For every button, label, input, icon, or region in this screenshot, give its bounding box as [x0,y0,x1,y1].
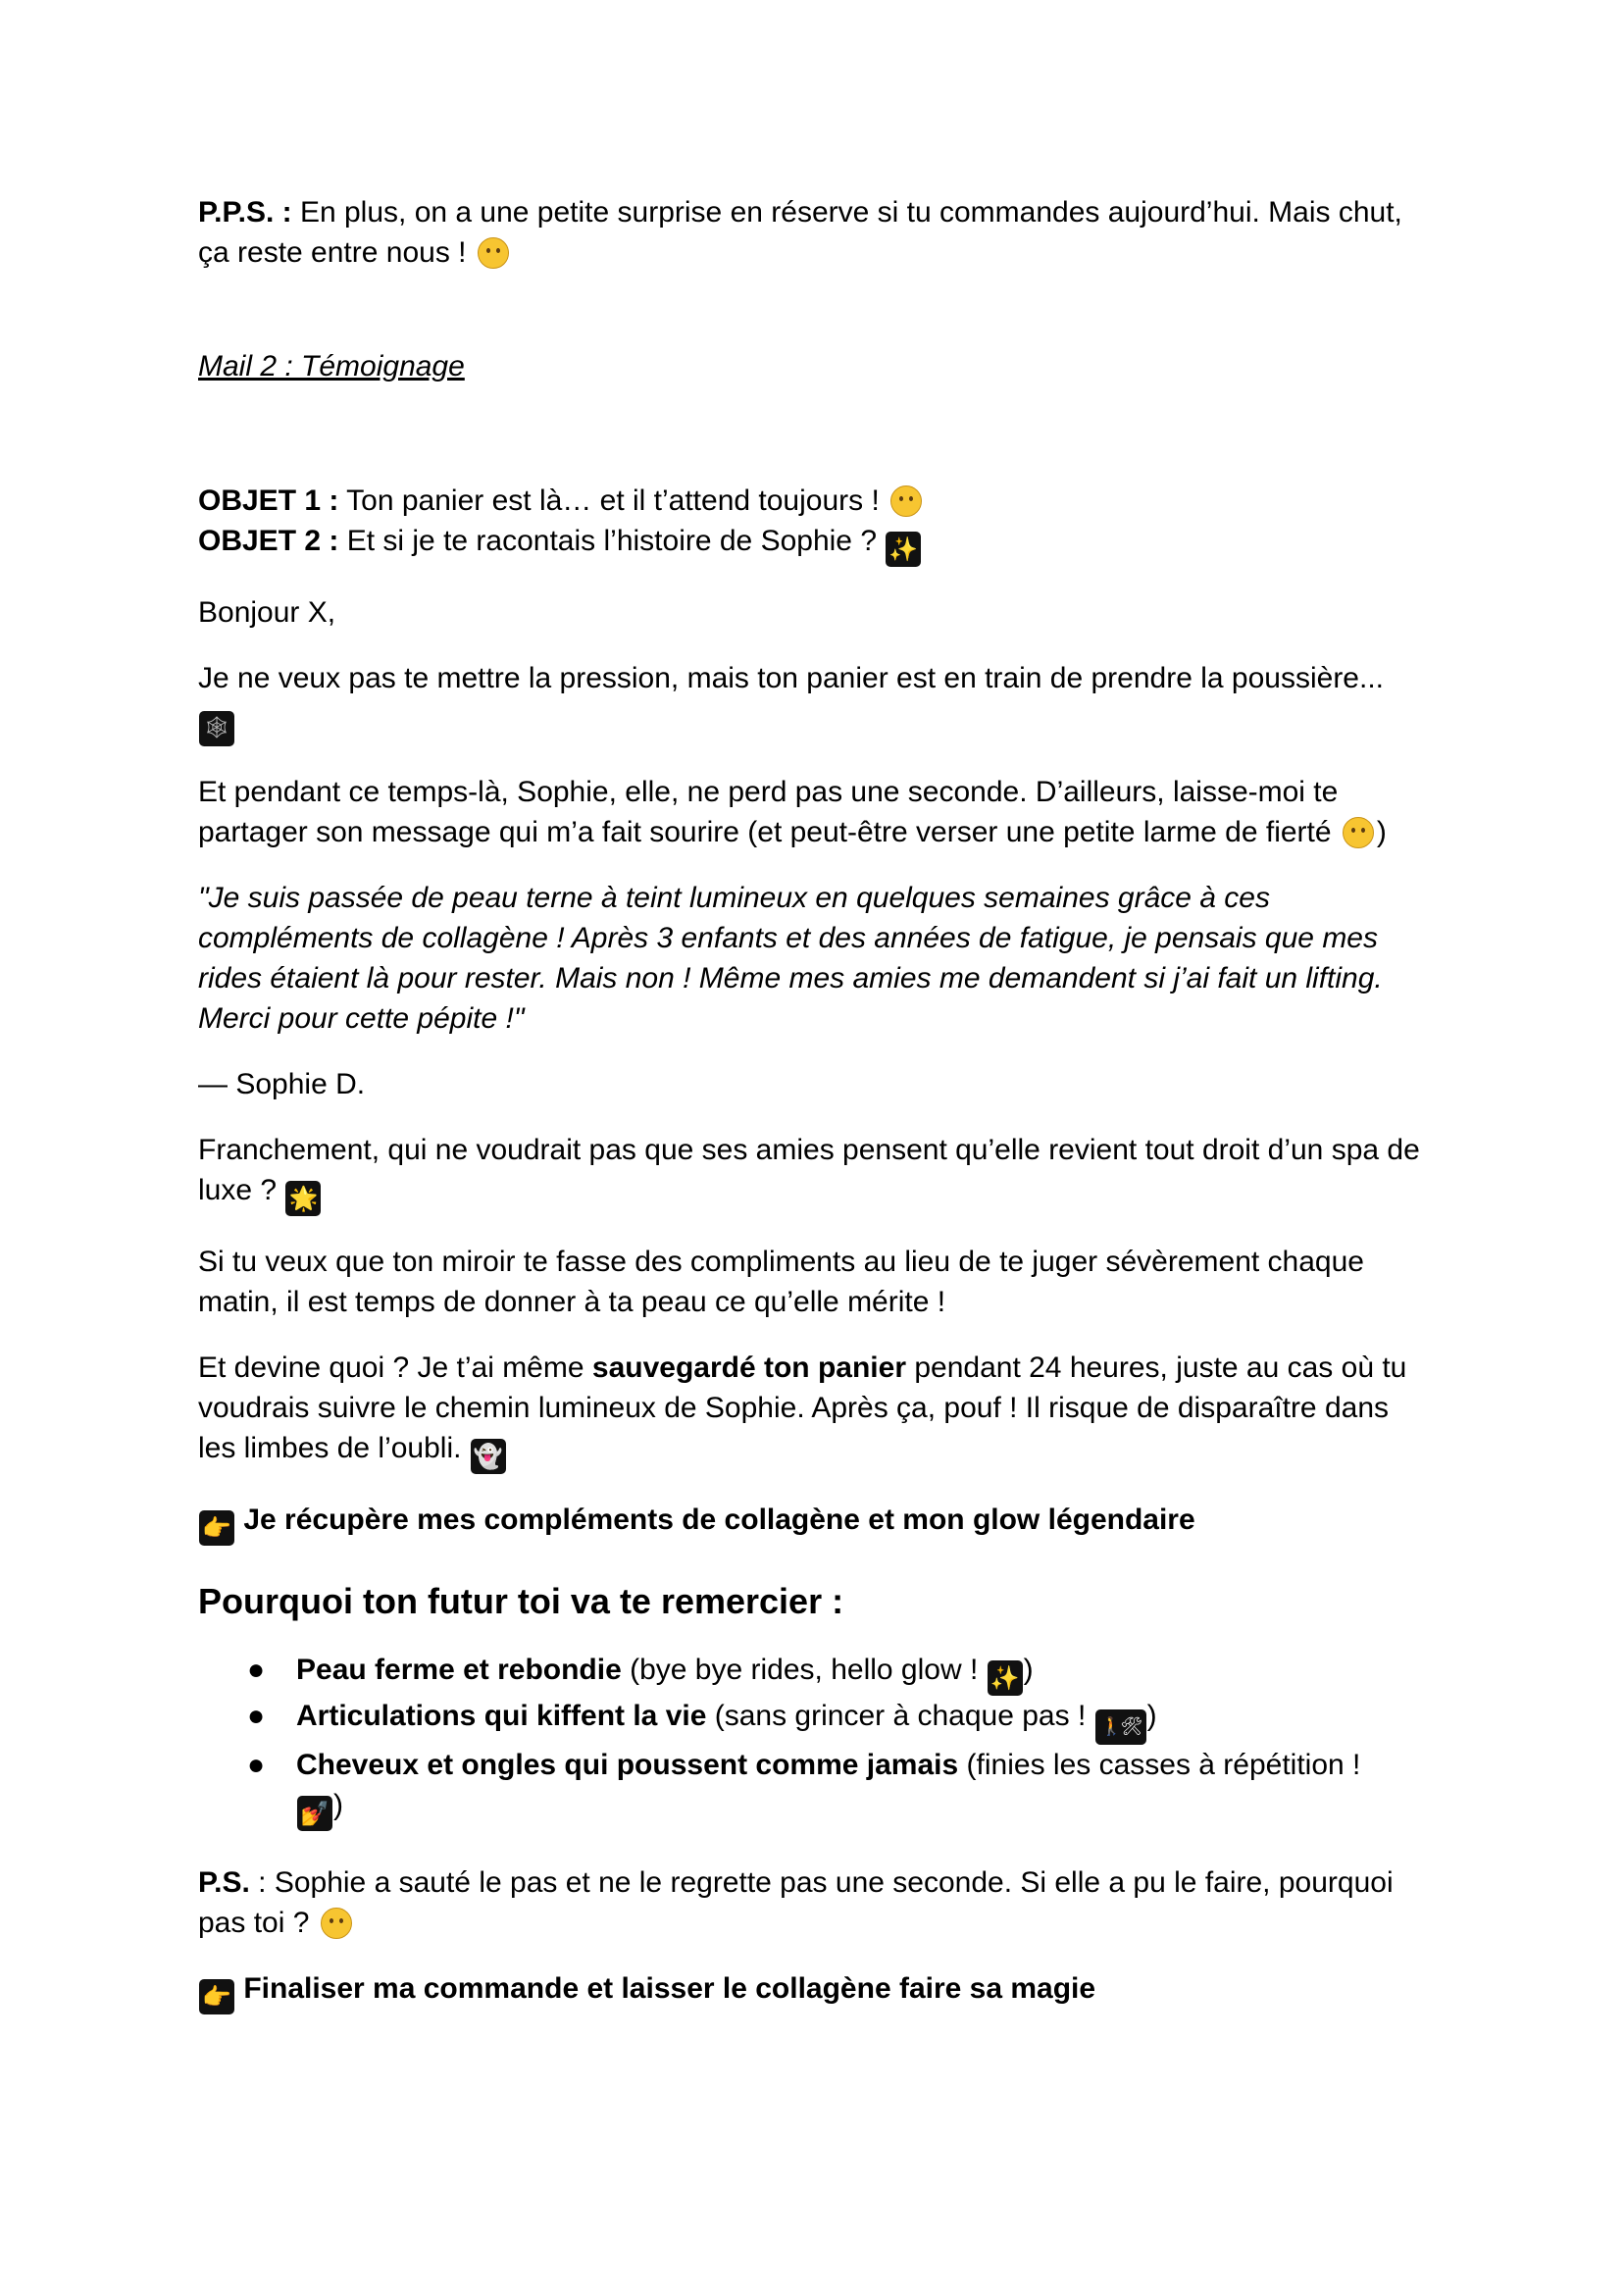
pps-label: P.P.S. : [198,196,292,229]
greeting: Bonjour X, [198,596,336,629]
walking-tools-icon: 🚶🛠 [1095,1709,1146,1745]
cta-recover-link[interactable] [198,1500,1434,1546]
benefit-text: (sans grincer à chaque pas ! [706,1700,1094,1732]
holding-back-tears-icon [1341,815,1376,850]
object-1-text: Ton panier est là… et il t’attend toujours ! [338,484,888,517]
mail-title-text: Mail 2 : Témoignage [198,350,465,382]
object-2-label: OBJET 2 : [198,525,339,557]
paragraph-5-before: Et devine quoi ? Je t’ai même [198,1351,592,1384]
testimonial-signature: — Sophie D. [198,1068,366,1100]
paragraph-1 [198,658,1434,746]
bullet-icon: ● [247,1749,266,1781]
shushing-face-icon [476,235,511,271]
cta-finalize-text[interactable]: Finaliser ma commande et laisser le collagène faire sa magie [235,1972,1096,2005]
pps-paragraph [198,192,1434,273]
object-1-label: OBJET 1 : [198,484,339,517]
bullet-icon: ● [247,1654,266,1686]
document-page [198,192,1434,2014]
pps-text: En plus, on a une petite surprise en réserve si tu commandes aujourd’hui. Mais chut, ça reste entre nous ! [198,196,1402,269]
ps-label: P.S. [198,1866,250,1899]
cta-recover-text[interactable]: Je récupère mes compléments de collagène et mon glow légendaire [235,1504,1195,1536]
bullet-icon: ● [247,1700,266,1732]
smiling-face-icon [319,1906,354,1941]
paragraph-2 [198,772,1434,852]
ghost-icon: 👻 [471,1439,506,1474]
object-2-text: Et si je te racontais l’histoire de Sophie ? [338,525,886,557]
paragraph-5-bold: sauvegardé ton panier [591,1351,906,1384]
spider-web-icon: 🕸 [199,711,234,746]
testimonial-quote: "Je suis passée de peau terne à teint lumineux en quelques semaines grâce à ces compléments de collagène ! Après 3 enfants et des années de fatigue, je pensais que mes rides étaient là pour rester. Mais non ! Même mes amies me demandent si j’ai fait un lifting. Merci pour cette pépite !" [198,882,1383,1035]
paragraph-1-text: Je ne veux pas te mettre la pression, mais ton panier est en train de prendre la poussière... [198,662,1384,694]
benefit-title: Cheveux et ongles qui poussent comme jamais [296,1749,959,1781]
cta-finalize-link[interactable] [198,1968,1434,2014]
sparkles-icon: ✨ [886,532,921,567]
paragraph-3 [198,1130,1434,1216]
benefits-list [198,1650,1434,1831]
glowing-star-icon: 🌟 [285,1181,321,1216]
pointing-right-icon: 👉 [199,1979,234,2014]
pointing-right-icon: 👉 [199,1510,234,1546]
benefit-title: Articulations qui kiffent la vie [296,1700,707,1732]
paragraph-2-close: ) [1376,816,1387,848]
object-line-1 [198,481,1434,521]
benefit-close: ) [1146,1700,1157,1732]
paragraph-5 [198,1348,1434,1474]
ps-text: : Sophie a sauté le pas et ne le regrette pas une seconde. Si elle a pu le faire, pourquoi pas toi ? [198,1866,1394,1939]
benefit-close: ) [333,1789,343,1821]
object-line-2 [198,521,1434,567]
paragraph-3-text: Franchement, qui ne voudrait pas que ses amies pensent qu’elle revient tout droit d’un spa de luxe ? [198,1134,1420,1206]
benefit-text: (bye bye rides, hello glow ! [621,1654,987,1686]
benefit-title: Peau ferme et rebondie [296,1654,622,1686]
benefits-heading: Pourquoi ton futur toi va te remercier : [198,1581,844,1621]
benefit-item [198,1696,1434,1745]
benefit-item [198,1650,1434,1696]
paragraph-4: Si tu veux que ton miroir te fasse des compliments au lieu de te juger sévèrement chaque matin, il est temps de donner à ta peau ce qu’elle mérite ! [198,1246,1364,1318]
paragraph-5-after: pendant 24 heures, juste au cas où tu voudrais suivre le chemin lumineux de Sophie. Après ça, pouf ! Il risque de disparaître dans les limbes de l’oubli. [198,1351,1407,1464]
benefit-item [198,1745,1434,1831]
crying-face-icon [888,484,924,519]
paragraph-2-text: Et pendant ce temps-là, Sophie, elle, ne perd pas une seconde. D’ailleurs, laisse-moi te partager son message qui m’a fait sourire (et peut-être verser une petite larme de fierté [198,776,1340,848]
mail-title [198,346,1434,386]
nail-polish-icon: 💅 [297,1796,332,1831]
benefit-text: (finies les casses à répétition ! [958,1749,1361,1781]
benefit-close: ) [1023,1654,1034,1686]
ps-paragraph [198,1862,1434,1943]
sparkles-icon: ✨ [988,1660,1023,1696]
